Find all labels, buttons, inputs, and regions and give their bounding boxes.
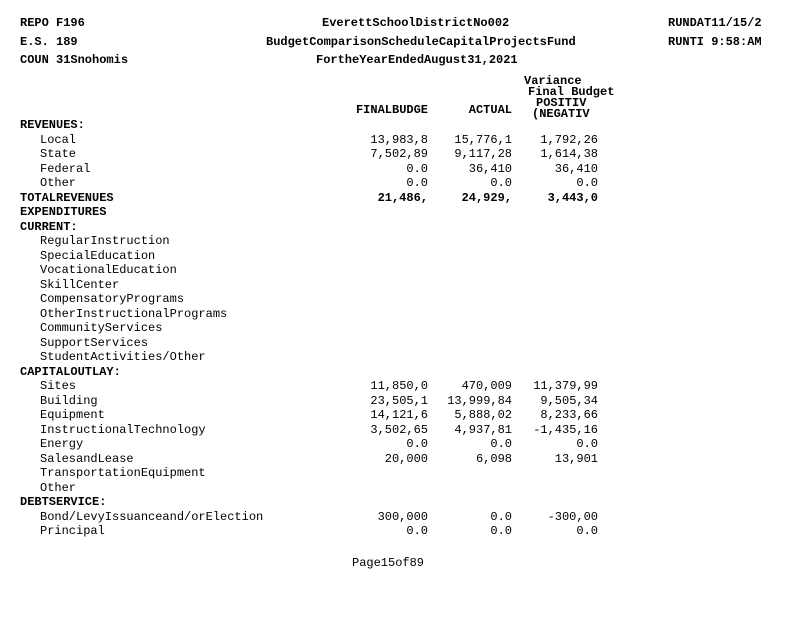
row-label: Building [40, 394, 98, 408]
variance-header [524, 76, 614, 120]
final-budget-cell: 7,502,89 [370, 147, 428, 161]
actual-cell: 9,117,28 [454, 147, 512, 161]
row-label: SkillCenter [40, 278, 120, 292]
row-label: SpecialEducation [40, 249, 156, 263]
run-time: RUNTI 9:58:AM [668, 35, 762, 49]
row-label: CURRENT: [20, 220, 78, 234]
final-budget-cell: 0.0 [406, 176, 428, 190]
final-budget-cell: 23,505,1 [370, 394, 428, 408]
final-budget-cell: 0.0 [406, 437, 428, 451]
variance-header-line: Variance [524, 74, 582, 88]
row-label: EXPENDITURES [20, 205, 107, 219]
final-budget-cell: 20,000 [384, 452, 428, 466]
row-label: Other [40, 481, 77, 495]
variance-cell: 1,792,26 [540, 133, 598, 147]
report-title: BudgetComparisonScheduleCapitalProjectsFund [266, 35, 576, 49]
variance-cell: 36,410 [554, 162, 598, 176]
variance-cell: 3,443,0 [547, 191, 598, 205]
variance-header-line: Final Budget [528, 85, 615, 99]
final-budget-cell: 13,983,8 [370, 133, 428, 147]
actual-cell: 0.0 [490, 437, 512, 451]
actual-cell: 13,999,84 [447, 394, 512, 408]
row-label: SupportServices [40, 336, 149, 350]
final-budget-cell: 14,121,6 [370, 408, 428, 422]
variance-cell: 11,379,99 [533, 379, 598, 393]
actual-cell: 470,009 [461, 379, 512, 393]
row-label: OtherInstructionalPrograms [40, 307, 228, 321]
final-budget-cell: 300,000 [377, 510, 428, 524]
row-label: State [40, 147, 77, 161]
actual-cell: 5,888,02 [454, 408, 512, 422]
actual-cell: 24,929, [461, 191, 512, 205]
row-label: TransportationEquipment [40, 466, 206, 480]
report-period: FortheYearEndedAugust31,2021 [316, 53, 518, 67]
actual-cell: 4,937,81 [454, 423, 512, 437]
row-label: Federal [40, 162, 91, 176]
row-label: VocationalEducation [40, 263, 177, 277]
row-label: DEBTSERVICE: [20, 495, 107, 509]
final-budget-cell: 3,502,65 [370, 423, 428, 437]
row-label: CommunityServices [40, 321, 163, 335]
variance-cell: -300,00 [547, 510, 598, 524]
row-label: Equipment [40, 408, 105, 422]
variance-cell: 8,233,66 [540, 408, 598, 422]
row-label: Bond/LevyIssuanceand/orElection [40, 510, 264, 524]
run-date: RUNDAT11/15/2 [668, 16, 762, 30]
row-label: Sites [40, 379, 77, 393]
variance-cell: 13,901 [554, 452, 598, 466]
final-budget-cell: 0.0 [406, 524, 428, 538]
variance-cell: 9,505,34 [540, 394, 598, 408]
esd-number: E.S. 189 [20, 35, 78, 49]
row-label: RegularInstruction [40, 234, 170, 248]
row-label: Other [40, 176, 77, 190]
row-label: Principal [40, 524, 105, 538]
row-label: REVENUES: [20, 118, 85, 132]
final-budget-cell: 0.0 [406, 162, 428, 176]
variance-header-line: (NEGATIV [532, 107, 590, 121]
county-label: COUN 31Snohomis [20, 53, 129, 67]
district-name: EverettSchoolDistrictNo002 [322, 16, 510, 30]
variance-cell: 0.0 [576, 437, 598, 451]
actual-cell: 15,776,1 [454, 133, 512, 147]
actual-header: ACTUAL [468, 103, 512, 117]
row-label: CAPITALOUTLAY: [20, 365, 121, 379]
final-budget-cell: 11,850,0 [370, 379, 428, 393]
actual-cell: 6,098 [475, 452, 512, 466]
variance-header-line: POSITIV [536, 96, 587, 110]
variance-cell: 1,614,38 [540, 147, 598, 161]
row-label: CompensatoryPrograms [40, 292, 185, 306]
variance-cell: -1,435,16 [533, 423, 598, 437]
actual-cell: 0.0 [490, 510, 512, 524]
variance-cell: 0.0 [576, 524, 598, 538]
page-number: Page15of89 [352, 556, 425, 570]
actual-cell: 0.0 [490, 524, 512, 538]
actual-cell: 0.0 [490, 176, 512, 190]
final-budget-cell: 21,486, [377, 191, 428, 205]
row-label: StudentActivities/Other [40, 350, 206, 364]
actual-cell: 36,410 [468, 162, 512, 176]
row-label: Energy [40, 437, 84, 451]
report-code: REPO F196 [20, 16, 85, 30]
row-label: SalesandLease [40, 452, 134, 466]
variance-cell: 0.0 [576, 176, 598, 190]
final-budget-header: FINALBUDGE [355, 103, 428, 117]
row-label: TOTALREVENUES [20, 191, 114, 205]
row-label: InstructionalTechnology [40, 423, 206, 437]
row-label: Local [40, 133, 77, 147]
